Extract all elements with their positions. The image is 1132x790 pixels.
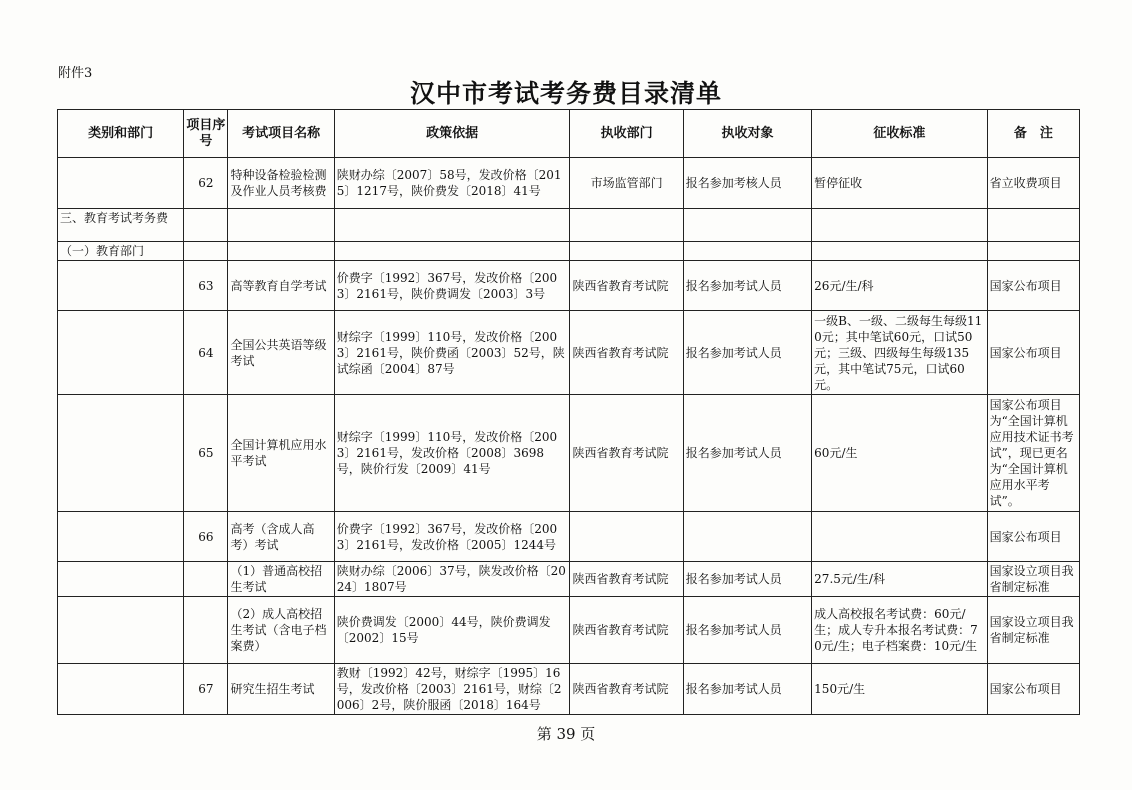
cell-remarks: 国家设立项目我省制定标准 — [987, 562, 1079, 597]
header-category: 类别和部门 — [58, 110, 184, 158]
cell-remarks — [987, 242, 1079, 261]
cell-payer: 报名参加考试人员 — [683, 261, 811, 311]
cell-item-number — [184, 597, 228, 664]
cell-category — [58, 261, 184, 311]
fee-catalog-table — [57, 109, 1080, 715]
table-row — [58, 562, 1080, 597]
cell-category — [58, 597, 184, 664]
table-row — [58, 597, 1080, 664]
cell-exam-name: 特种设备检验检测及作业人员考核费 — [228, 158, 334, 209]
table-header-row — [58, 110, 1080, 158]
cell-remarks: 省立收费项目 — [987, 158, 1079, 209]
cell-category — [58, 395, 184, 512]
cell-collecting-dept: 市场监管部门 — [570, 158, 683, 209]
header-item-number: 项目序号 — [184, 110, 228, 158]
cell-item-number — [184, 242, 228, 261]
cell-fee-standard: 27.5元/生/科 — [812, 562, 988, 597]
header-exam-name: 考试项目名称 — [228, 110, 334, 158]
cell-collecting-dept: 陕西省教育考试院 — [570, 562, 683, 597]
cell-item-number: 62 — [184, 158, 228, 209]
cell-policy-basis: 陕价费调发〔2000〕44号，陕价费调发〔2002〕15号 — [334, 597, 570, 664]
cell-remarks: 国家设立项目我省制定标准 — [987, 597, 1079, 664]
cell-category — [58, 311, 184, 395]
header-payer: 执收对象 — [683, 110, 811, 158]
header-policy-basis: 政策依据 — [334, 110, 570, 158]
cell-remarks: 国家公布项目 — [987, 512, 1079, 562]
cell-item-number: 66 — [184, 512, 228, 562]
header-remarks: 备 注 — [987, 110, 1079, 158]
cell-collecting-dept — [570, 512, 683, 562]
cell-policy-basis: 财综字〔1999〕110号，发改价格〔2003〕2161号，陕价费函〔2003〕52号，陕试综函〔2004〕87号 — [334, 311, 570, 395]
cell-item-number: 65 — [184, 395, 228, 512]
cell-payer: 报名参加考核人员 — [683, 158, 811, 209]
cell-policy-basis: 价费字〔1992〕367号，发改价格〔2003〕2161号，发改价格〔2005〕1244号 — [334, 512, 570, 562]
cell-fee-standard — [812, 209, 988, 242]
cell-fee-standard — [812, 512, 988, 562]
cell-policy-basis: 财综字〔1999〕110号，发改价格〔2003〕2161号，发改价格〔2008〕3698号，陕价行发〔2009〕41号 — [334, 395, 570, 512]
cell-policy-basis: 教财〔1992〕42号，财综字〔1995〕16号，发改价格〔2003〕2161号，财综〔2006〕2号，陕价服函〔2018〕164号 — [334, 664, 570, 715]
cell-exam-name: （2）成人高校招生考试（含电子档案费） — [228, 597, 334, 664]
cell-fee-standard: 暂停征收 — [812, 158, 988, 209]
cell-exam-name: 全国公共英语等级考试 — [228, 311, 334, 395]
cell-payer — [683, 209, 811, 242]
table-row — [58, 261, 1080, 311]
cell-item-number — [184, 209, 228, 242]
cell-collecting-dept: 陕西省教育考试院 — [570, 395, 683, 512]
table-row — [58, 158, 1080, 209]
cell-exam-name — [228, 209, 334, 242]
cell-fee-standard: 150元/生 — [812, 664, 988, 715]
cell-policy-basis: 陕财办综〔2006〕37号，陕发改价格〔2024〕1807号 — [334, 562, 570, 597]
header-collecting-dept: 执收部门 — [570, 110, 683, 158]
cell-remarks: 国家公布项目 — [987, 261, 1079, 311]
cell-category — [58, 664, 184, 715]
cell-remarks: 国家公布项目 — [987, 311, 1079, 395]
attachment-label: 附件3 — [58, 66, 93, 81]
cell-exam-name: 全国计算机应用水平考试 — [228, 395, 334, 512]
cell-collecting-dept — [570, 209, 683, 242]
cell-exam-name — [228, 242, 334, 261]
cell-payer: 报名参加考试人员 — [683, 311, 811, 395]
cell-policy-basis — [334, 209, 570, 242]
cell-exam-name: 高等教育自学考试 — [228, 261, 334, 311]
table-row — [58, 664, 1080, 715]
cell-category — [58, 512, 184, 562]
table-row — [58, 209, 1080, 242]
cell-exam-name: 高考（含成人高考）考试 — [228, 512, 334, 562]
header-fee-standard: 征收标准 — [812, 110, 988, 158]
cell-exam-name: 研究生招生考试 — [228, 664, 334, 715]
cell-remarks: 国家公布项目 — [987, 664, 1079, 715]
page-number: 第 39 页 — [536, 725, 596, 743]
cell-collecting-dept: 陕西省教育考试院 — [570, 311, 683, 395]
cell-fee-standard: 60元/生 — [812, 395, 988, 512]
table-row — [58, 395, 1080, 512]
cell-remarks: 国家公布项目为“全国计算机应用技术证书考试”，现已更名为“全国计算机应用水平考试”。 — [987, 395, 1079, 512]
cell-collecting-dept: 陕西省教育考试院 — [570, 597, 683, 664]
cell-policy-basis — [334, 242, 570, 261]
cell-payer: 报名参加考试人员 — [683, 562, 811, 597]
cell-item-number: 64 — [184, 311, 228, 395]
cell-remarks — [987, 209, 1079, 242]
cell-fee-standard — [812, 242, 988, 261]
cell-item-number: 63 — [184, 261, 228, 311]
cell-item-number: 67 — [184, 664, 228, 715]
document-title: 汉中市考试考务费目录清单 — [409, 79, 722, 108]
cell-exam-name: （1）普通高校招生考试 — [228, 562, 334, 597]
cell-collecting-dept: 陕西省教育考试院 — [570, 664, 683, 715]
section-heading: 三、教育考试考务费 — [58, 209, 184, 242]
cell-payer — [683, 512, 811, 562]
cell-category — [58, 158, 184, 209]
cell-fee-standard: 一级B、一级、二级每生每级110元；其中笔试60元，口试50元；三级、四级每生每级135元，其中笔试75元，口试60元。 — [812, 311, 988, 395]
cell-collecting-dept: 陕西省教育考试院 — [570, 261, 683, 311]
cell-policy-basis: 陕财办综〔2007〕58号，发改价格〔2015〕1217号，陕价费发〔2018〕41号 — [334, 158, 570, 209]
cell-collecting-dept — [570, 242, 683, 261]
table-row — [58, 242, 1080, 261]
cell-payer: 报名参加考试人员 — [683, 395, 811, 512]
table-row — [58, 311, 1080, 395]
cell-payer: 报名参加考试人员 — [683, 597, 811, 664]
table-row — [58, 512, 1080, 562]
cell-item-number — [184, 562, 228, 597]
cell-policy-basis: 价费字〔1992〕367号，发改价格〔2003〕2161号，陕价费调发〔2003〕3号 — [334, 261, 570, 311]
cell-payer: 报名参加考试人员 — [683, 664, 811, 715]
subsection-heading: （一）教育部门 — [58, 242, 184, 261]
cell-category — [58, 562, 184, 597]
cell-payer — [683, 242, 811, 261]
cell-fee-standard: 26元/生/科 — [812, 261, 988, 311]
cell-fee-standard: 成人高校报名考试费：60元/生；成人专升本报名考试费：70元/生；电子档案费：10元/生 — [812, 597, 988, 664]
